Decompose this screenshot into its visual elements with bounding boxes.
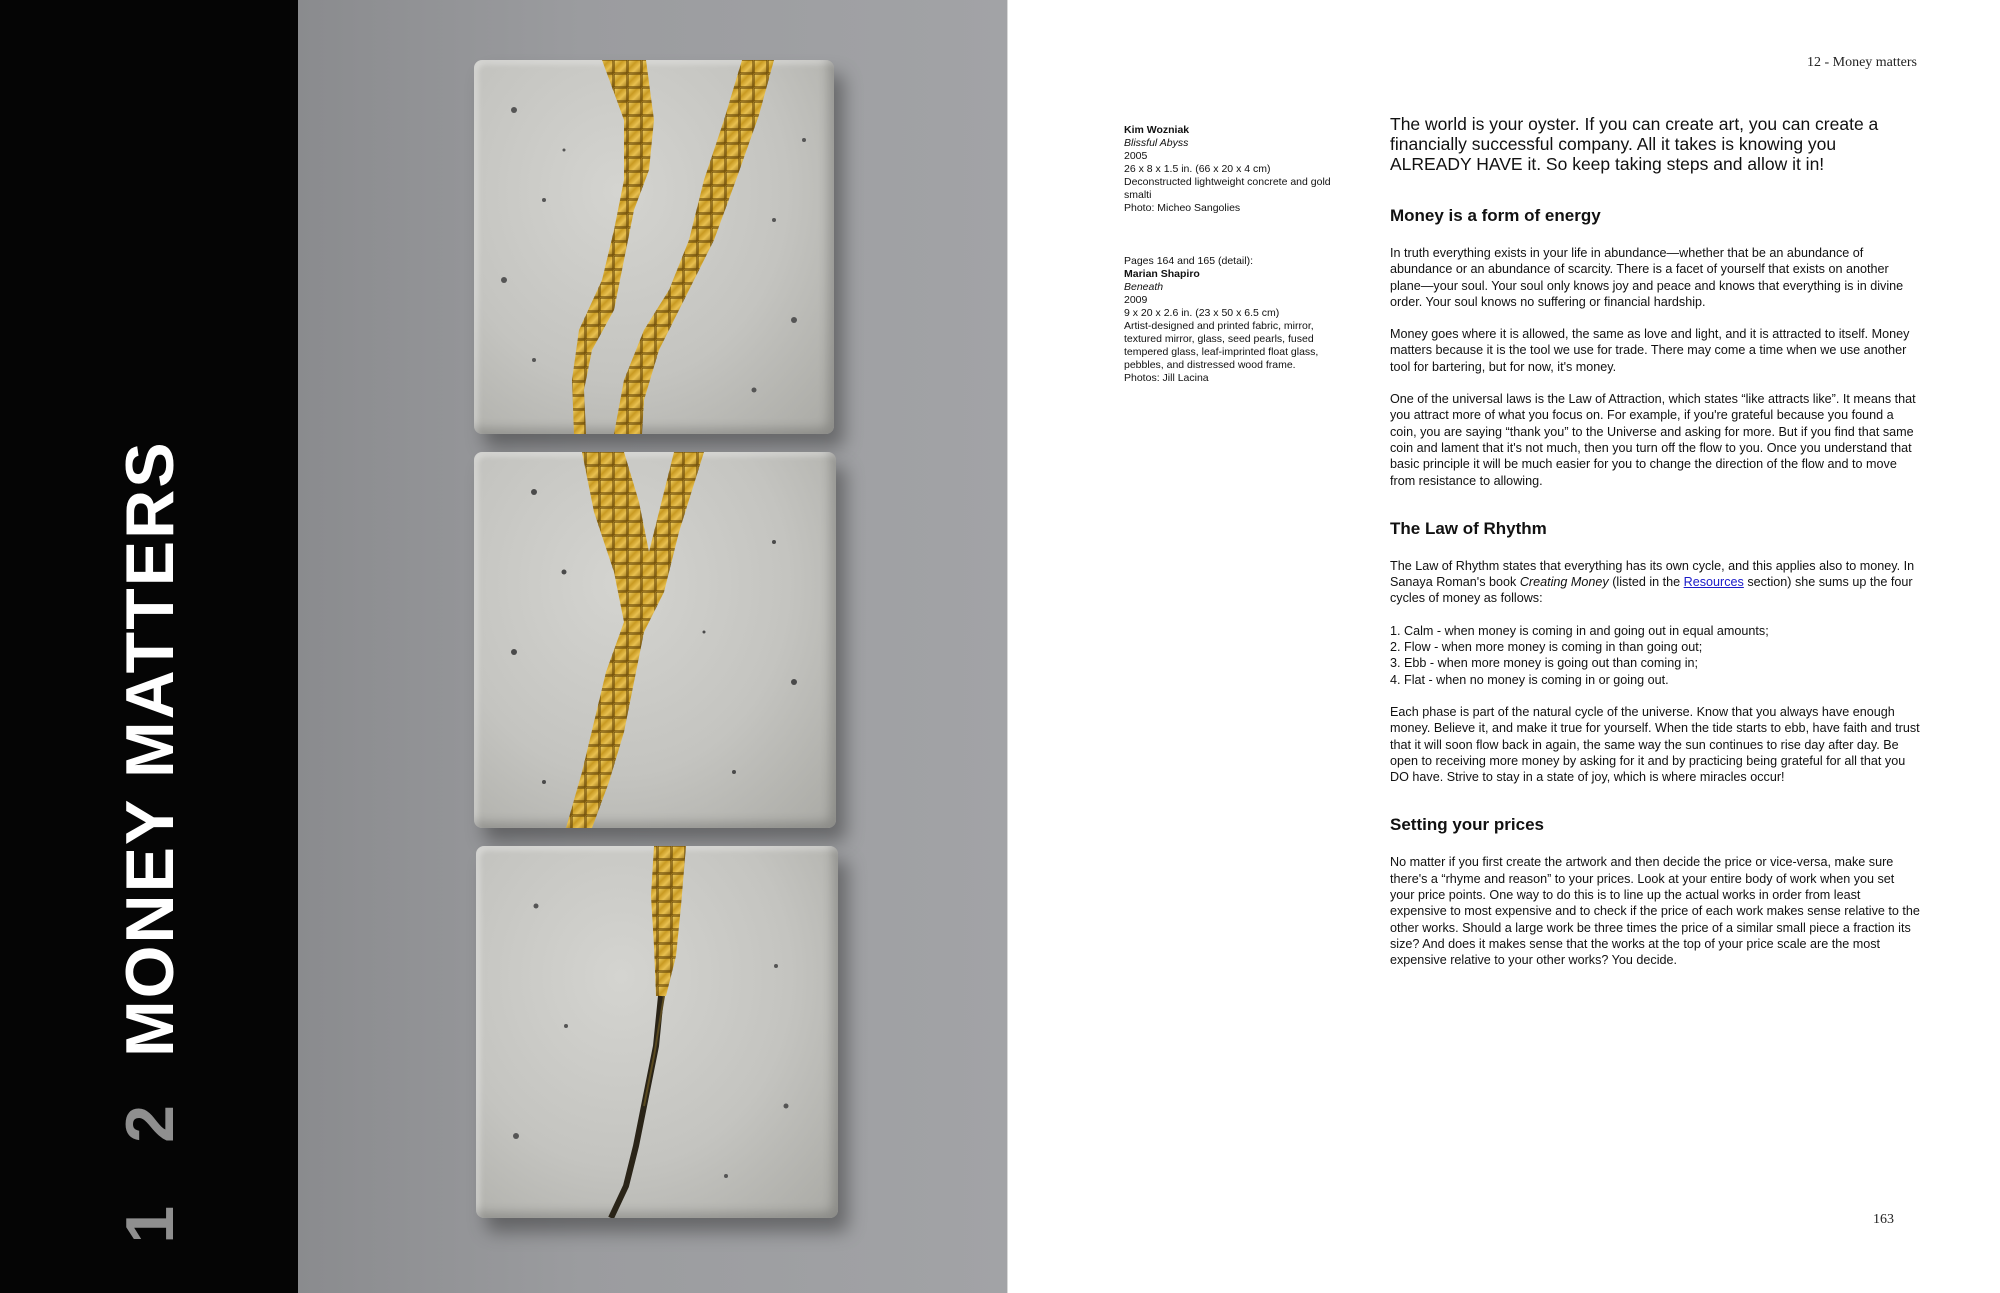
- artwork-photo: [298, 0, 1007, 1293]
- credit-artist: Marian Shapiro: [1124, 268, 1200, 280]
- chapter-name: MONEY MATTERS: [112, 440, 188, 1058]
- image-credits: [1124, 124, 1334, 385]
- paragraph: In truth everything exists in your life in abundance—whether that be an abundance of abundance or an abundance of scarcity. There is a facet of yourself that exists on another plane—your soul. Your soul only knows joy and peace and knows that everything is in divine order. Your soul knows no suffering or financial hardship.: [1390, 246, 1904, 309]
- credit-title: Beneath: [1124, 281, 1164, 293]
- chapter-band: [0, 0, 298, 1293]
- credit-photo: Photos: Jill Lacina: [1124, 372, 1209, 384]
- book-title: Creating Money: [1519, 575, 1609, 590]
- section-heading: Setting your prices: [1390, 815, 1544, 835]
- intro-paragraph: The world is your oyster. If you can create art, you can create a financially successful company. All it takes is knowing you ALREADY HAVE it. So keep taking steps and allow it in!: [1390, 114, 1879, 174]
- paragraph: Money goes where it is allowed, the same as love and light, and it is attracted to itself. Money matters because it is the tool we use for trade. There may come a time when we use another tool for bartering, but for now, it's money.: [1390, 327, 1910, 374]
- credit-pages: Pages 164 and 165 (detail):: [1124, 255, 1254, 267]
- chapter-number: 1 2: [112, 1083, 188, 1244]
- list-item: 3. Ebb - when more money is going out than coming in;: [1390, 656, 1699, 671]
- credit-dimensions: 9 x 20 x 2.6 in. (23 x 50 x 6.5 cm): [1124, 307, 1280, 319]
- credit-year: 2005: [1124, 150, 1148, 162]
- artwork-tile-middle: [474, 452, 836, 828]
- section-heading: Money is a form of energy: [1390, 206, 1601, 225]
- main-text: [1390, 114, 1920, 985]
- list-item: 2. Flow - when more money is coming in than going out;: [1390, 640, 1703, 655]
- right-page: [1007, 0, 2000, 1293]
- artwork-tile-top: [474, 60, 834, 434]
- section-heading: The Law of Rhythm: [1390, 518, 1547, 538]
- money-cycles-list: [1390, 623, 1920, 688]
- list-item: 4. Flat - when no money is coming in or going out.: [1390, 672, 1669, 687]
- credit-year: 2009: [1124, 294, 1148, 306]
- paragraph: One of the universal laws is the Law of Attraction, which states “like attracts like”. It means that you attract more of what you focus on. For example, if you're grateful because you found a coin, you are saying “thank you” to the Universe and asking for more. But if you find that same coin and lament that it's not much, then you turn off the flow to you. Once you understand that basic principle it will be much easier for you to change the direction of the flow and to move from resistance to allowing.: [1390, 392, 1916, 488]
- credit-medium: Artist-designed and printed fabric, mirror, textured mirror, glass, seed pearls, fused tempered glass, leaf-imprinted float glass, pebbles, and distressed wood frame.: [1124, 320, 1319, 371]
- page-number: 163: [1873, 1212, 1894, 1227]
- credit-dimensions: 26 x 8 x 1.5 in. (66 x 20 x 4 cm): [1124, 163, 1271, 175]
- credit-photo: Photo: Micheo Sangolies: [1124, 202, 1241, 214]
- credit-artist: Kim Wozniak: [1124, 124, 1190, 136]
- credit-medium: Deconstructed lightweight concrete and gold smalti: [1124, 176, 1331, 201]
- list-item: 1. Calm - when money is coming in and going out in equal amounts;: [1390, 623, 1769, 638]
- paragraph: No matter if you first create the artwork and then decide the price or vice-versa, make sure there's a “rhyme and reason” to your prices. Look at your entire body of work when you set your price points. One way to do this is to line up the actual works in order from least expensive to most expensive and to check if the price of each work makes sense relative to the other works. Should a large work be three times the price of a similar small piece a fraction its size? And does it makes sense that the works at the top of your price scale are the most expensive relative to your other works? You decide.: [1390, 855, 1920, 968]
- artwork-tile-bottom: [476, 846, 838, 1218]
- paragraph: Each phase is part of the natural cycle of the universe. Know that you always have enough money. Believe it, and make it true for yourself. When the tide starts to ebb, have faith and trust that it will soon flow back in again, the same way the sun continues to rise day after day. Be open to receiving more money by asking for it and by practicing being grateful for all that you DO have. Strive to stay in a state of joy, which is where miracles occur!: [1390, 704, 1920, 785]
- running-header: 12 - Money matters: [1806, 55, 1917, 70]
- chapter-title: [112, 440, 188, 1244]
- credit-title: Blissful Abyss: [1124, 137, 1189, 149]
- resources-link[interactable]: Resources: [1683, 575, 1744, 590]
- paragraph: The Law of Rhythm states that everything has its own cycle, and this applies also to money. In Sanaya Roman's book Creating Money (listed in the Resources section) she sums up the four cycles of money as follows:: [1390, 558, 1915, 606]
